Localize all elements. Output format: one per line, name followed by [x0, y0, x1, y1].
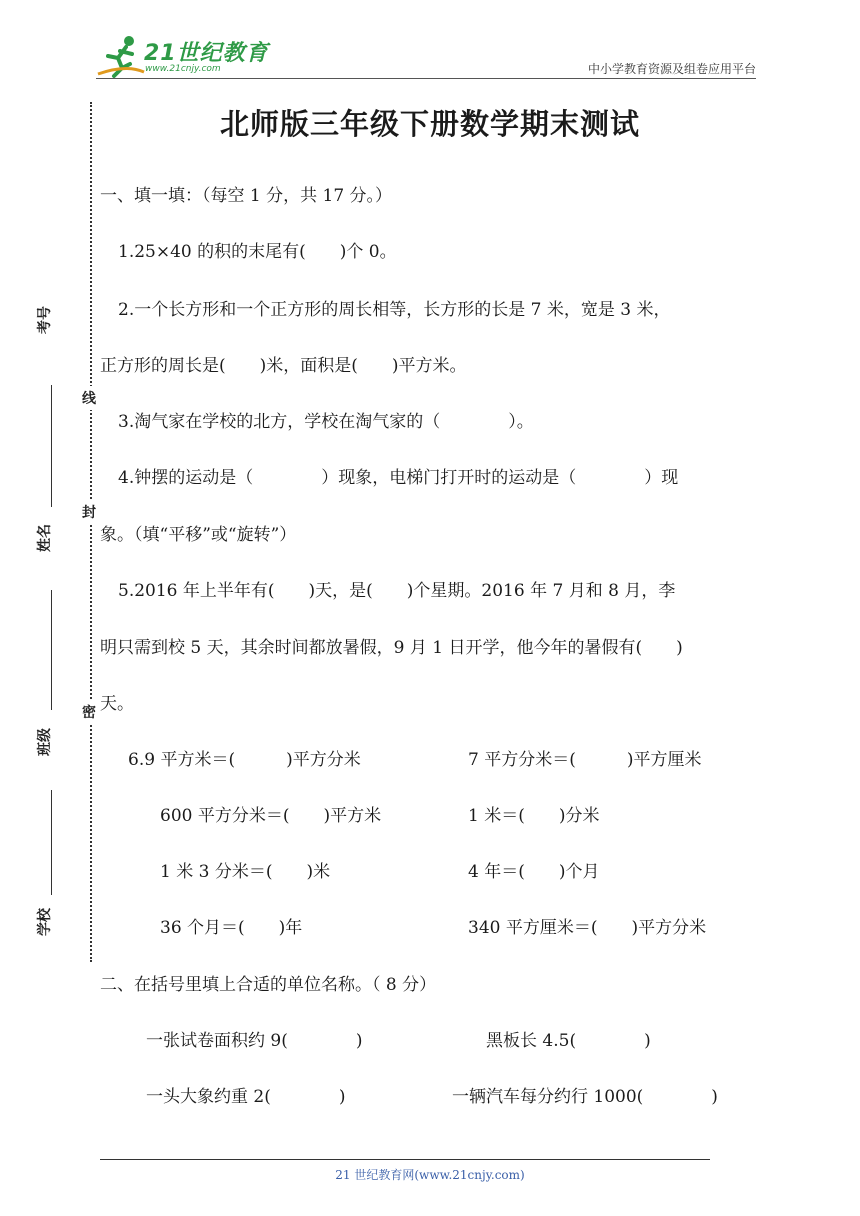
question-6-item: 7 平方分米＝( )平方厘米: [468, 750, 702, 770]
field-label-exam-number: 考号: [37, 306, 53, 334]
section2-heading: 二、在括号里填上合适的单位名称。（ 8 分）: [100, 975, 437, 995]
question-6-item: 4 年＝( )个月: [468, 862, 600, 882]
section2-item: 一辆汽车每分约行 1000( ): [452, 1087, 718, 1107]
question-6-item: 1 米＝( )分米: [468, 806, 600, 826]
header-rule: [96, 78, 756, 79]
question-1: 1.25×40 的积的末尾有( )个 0。: [118, 242, 397, 262]
seal-char-secret: 密: [82, 700, 96, 724]
question-6-item: 36 个月＝( )年: [160, 918, 303, 938]
section2-item: 一头大象约重 2( ): [146, 1087, 346, 1107]
section1-heading: 一、填一填：（每空 1 分，共 17 分。）: [100, 186, 393, 206]
seal-char-seal: 封: [82, 500, 96, 524]
section2-item: 一张试卷面积约 9( ): [146, 1031, 363, 1051]
platform-caption: 中小学教育资源及组卷应用平台: [587, 62, 756, 76]
footer-link[interactable]: 21 世纪教育网(www.21cnjy.com): [335, 1168, 525, 1182]
question-4-line1: 4.钟摆的运动是（ ）现象，电梯门打开时的运动是（ ）现: [118, 468, 679, 488]
question-5-line2: 明只需到校 5 天，其余时间都放暑假，9 月 1 日开学，他今年的暑假有( ): [100, 638, 683, 658]
page-title: 北师版三年级下册数学期末测试: [219, 107, 640, 141]
question-5-line1: 5.2016 年上半年有( )天，是( )个星期。2016 年 7 月和 8 月，李: [118, 581, 676, 601]
footer-rule: [100, 1159, 710, 1160]
section2-item: 黑板长 4.5( ): [486, 1031, 651, 1051]
field-line-name[interactable]: [51, 385, 52, 507]
field-line-class[interactable]: [51, 590, 52, 710]
logo-url: www.21cnjy.com: [145, 64, 221, 74]
question-3: 3.淘气家在学校的北方，学校在淘气家的（ ）。: [118, 412, 534, 432]
question-2-line1: 2.一个长方形和一个正方形的周长相等，长方形的长是 7 米，宽是 3 米，: [118, 300, 671, 320]
question-6-item: 6.9 平方米＝( )平方分米: [128, 750, 361, 770]
field-label-name: 姓名: [37, 524, 53, 552]
field-label-class: 班级: [37, 728, 53, 756]
question-6-item: 600 平方分米＝( )平方米: [160, 806, 382, 826]
binding-dotted-line: [90, 102, 92, 962]
question-4-line2: 象。（填“平移”或“旋转”）: [100, 525, 297, 545]
question-2-line2: 正方形的周长是( )米，面积是( )平方米。: [100, 356, 467, 376]
field-line-school[interactable]: [51, 790, 52, 895]
question-6-item: 1 米 3 分米＝( )米: [160, 862, 331, 882]
seal-char-line: 线: [82, 386, 96, 410]
question-5-line3: 天。: [100, 694, 134, 714]
field-label-school: 学校: [37, 908, 53, 936]
logo-text: 21世纪教育: [144, 41, 269, 66]
question-6-item: 340 平方厘米＝( )平方分米: [468, 918, 707, 938]
